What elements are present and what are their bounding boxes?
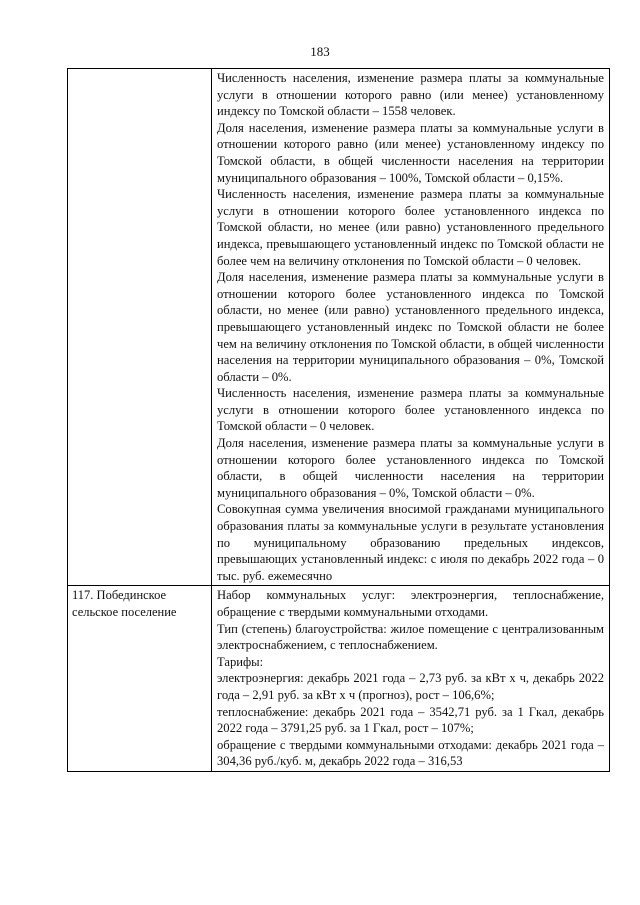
municipality-cell [68,586,212,772]
paragraph: Численность населения, изменение размера платы за коммунальные услуги в отношении которого равно (или менее) установленному индексу по Томской области – 1558 человек. [217,71,604,119]
paragraph: Доля населения, изменение размера платы за коммунальные услуги в отношении которого равно (или менее) установленному индексу по Томской области, в общей численности населения на территории муниципального образования – 100%, Томской области – 0,15%. [217,120,604,185]
paragraph: Численность населения, изменение размера платы за коммунальные услуги в отношении которого более установленного индекса по Томской области, но менее (или равно) установленного предельного индекса, превышающего установленный индекс по Томской области не более чем на величину отклонения по Томской области – 0 человек. [217,187,604,268]
paragraph: Численность населения, изменение размера платы за коммунальные услуги в отношении которого более установленного индекса по Томской области – 0 человек. [217,386,604,434]
paragraph: обращение с твердыми коммунальными отходами: декабрь 2021 года – 304,36 руб./куб. м, декабрь 2022 года – 316,53 [217,737,604,769]
page-number: 183 [310,44,330,59]
municipality-name: 117. Побединское сельское поселение [72,588,177,620]
municipality-cell [68,69,212,586]
paragraph: Совокупная сумма увеличения вносимой гражданами муниципального образования платы за коммунальные услуги в результате установления по муниципальному образованию предельных индексов, превышающих установленный индекс: с июля по декабрь 2022 года – 0 тыс. руб. ежемесячно [217,502,604,583]
table-row [68,586,610,772]
municipal-utilities-table [67,68,610,772]
paragraph: Набор коммунальных услуг: электроэнергия, теплоснабжение, обращение с твердыми коммунальными отходами. [217,588,604,619]
paragraph: Доля населения, изменение размера платы за коммунальные услуги в отношении которого более установленного индекса по Томской области, в общей численности населения на территории муниципального образования – 0%, Томской области – 0%. [217,436,604,500]
paragraph: электроэнергия: декабрь 2021 года – 2,73 руб. за кВт х ч, декабрь 2022 года – 2,91 руб. за кВт х ч (прогноз), рост – 106,6%; [217,671,604,702]
table-row [68,69,610,586]
description-cell [212,586,610,772]
paragraph: Доля населения, изменение размера платы за коммунальные услуги в отношении которого более установленного индекса по Томской области, но менее (или равно) установленного предельного индекса, превышающего установленный индекс по Томской области не более чем на величину отклонения по Томской области, в общей численности населения на территории муниципального образования – 0%, Томской области – 0%. [217,270,604,384]
paragraph: теплоснабжение: декабрь 2021 года – 3542,71 руб. за 1 Гкал, декабрь 2022 года – 3791,25 руб. за 1 Гкал, рост – 107%; [217,704,604,736]
municipality-name [68,69,211,71]
paragraph: Тип (степень) благоустройства: жилое помещение с централизованным электроснабжением, с теплоснабжением. [217,621,604,653]
paragraph: Тарифы: [217,654,264,669]
description-cell [212,69,610,586]
